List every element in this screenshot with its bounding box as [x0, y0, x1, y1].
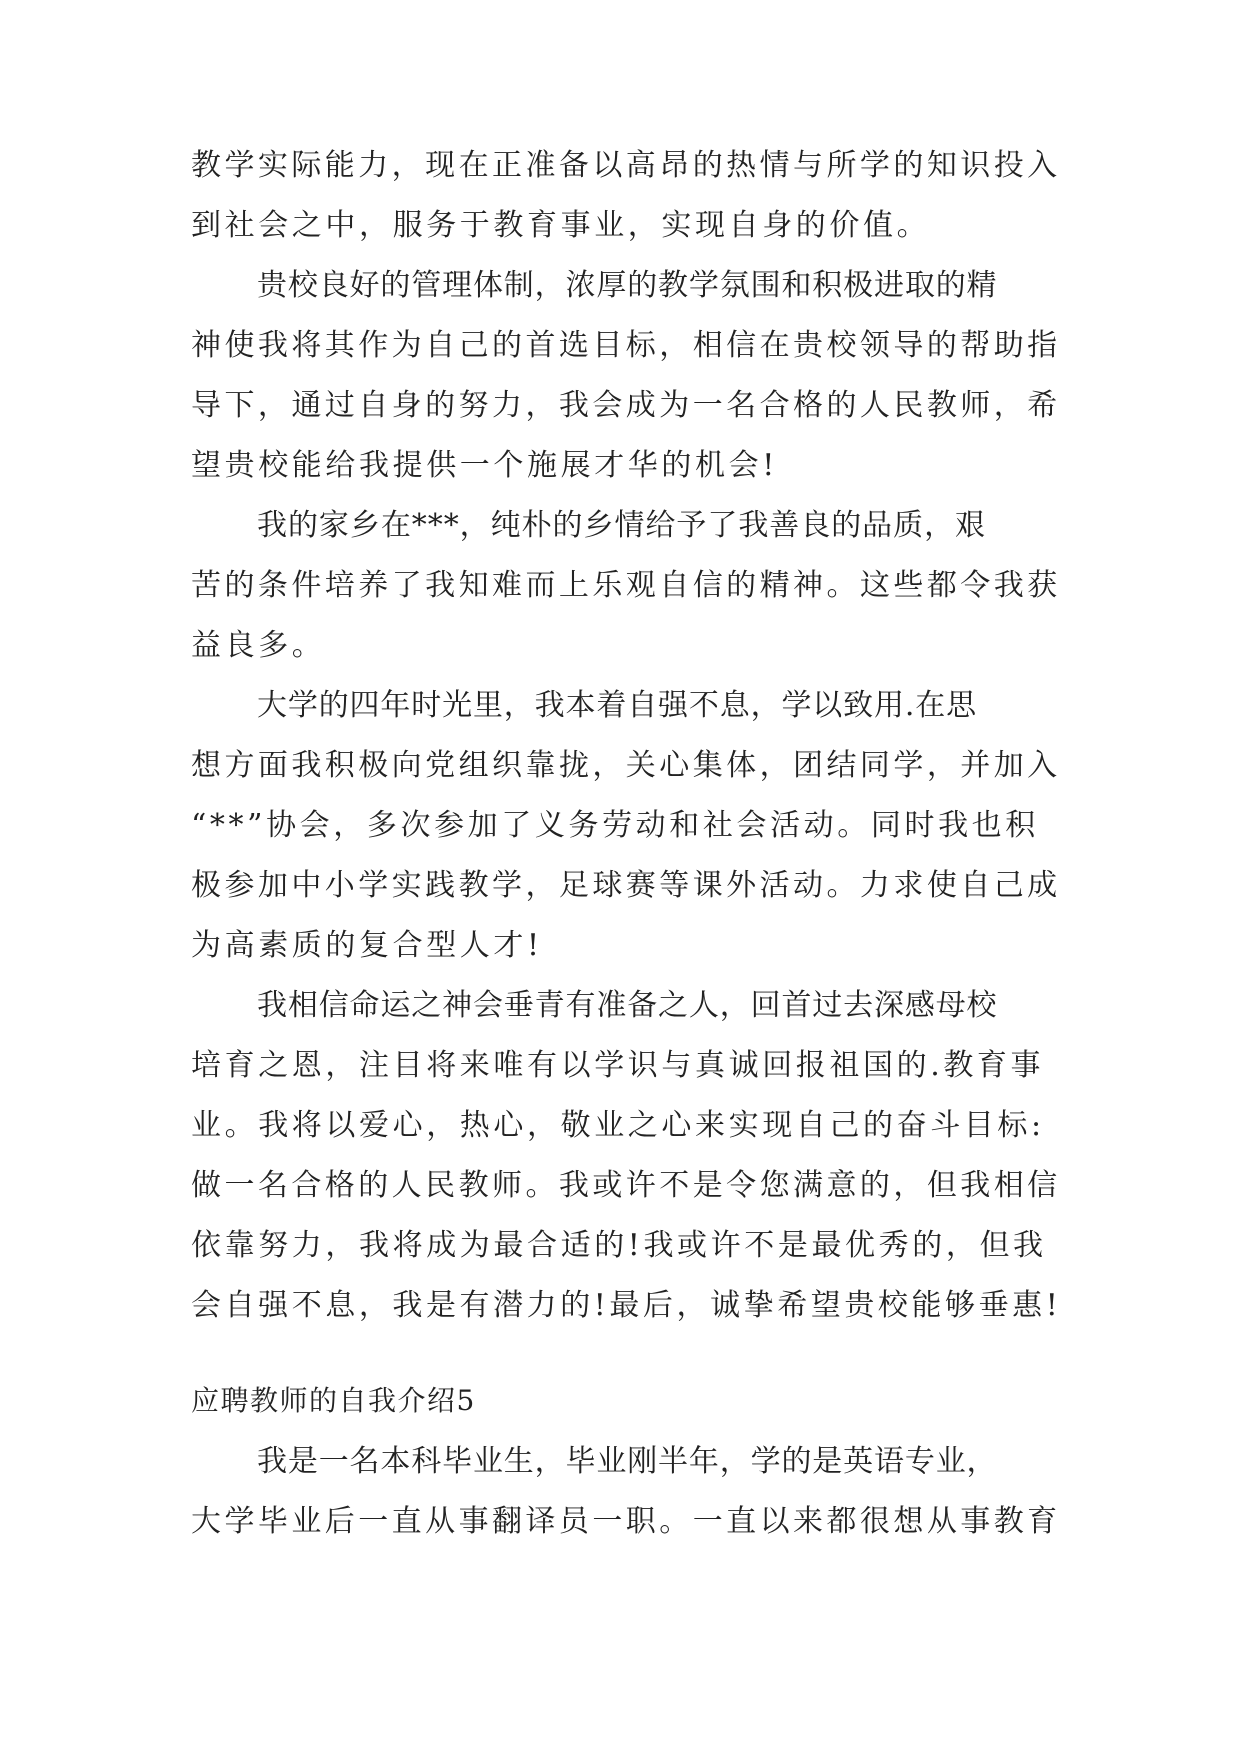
paragraph-4-line-2: 想方面我积极向党组织靠拢，关心集体，团结同学，并加入: [191, 748, 1061, 783]
paragraph-5-line-3: 业。我将以爱心，热心，敬业之心来实现自己的奋斗目标:: [191, 1108, 1045, 1143]
paragraph-2-line-1: 贵校良好的管理体制，浓厚的教学氛围和积极进取的精: [257, 268, 998, 303]
paragraph-4-line-5: 为高素质的复合型人才!: [191, 928, 543, 963]
paragraph-5-line-4: 做一名合格的人民教师。我或许不是令您满意的，但我相信: [191, 1168, 1061, 1203]
paragraph-3-line-2: 苦的条件培养了我知难而上乐观自信的精神。这些都令我获: [191, 568, 1061, 603]
section-paragraph-line-1: 我是一名本科毕业生，毕业刚半年，学的是英语专业，: [257, 1444, 998, 1479]
section-paragraph-line-2: 大学毕业后一直从事翻译员一职。一直以来都很想从事教育: [191, 1504, 1061, 1539]
paragraph-5-line-5: 依靠努力，我将成为最合适的!我或许不是最优秀的，但我: [191, 1228, 1047, 1263]
paragraph-4-line-4: 极参加中小学实践教学，足球赛等课外活动。力求使自己成: [191, 868, 1061, 903]
section-title: 应聘教师的自我介绍5: [191, 1384, 476, 1417]
paragraph-2-line-2: 神使我将其作为自己的首选目标，相信在贵校领导的帮助指: [191, 328, 1061, 363]
paragraph-1-line-1: 教学实际能力，现在正准备以高昂的热情与所学的知识投入: [191, 148, 1061, 183]
paragraph-5-line-2: 培育之恩，注目将来唯有以学识与真诚回报祖国的.教育事: [191, 1048, 1045, 1083]
paragraph-4-line-3: “**”协会，多次参加了义务劳动和社会活动。同时我也积: [191, 808, 1039, 843]
paragraph-3-line-3: 益良多。: [191, 628, 326, 663]
paragraph-3-line-1: 我的家乡在***，纯朴的乡情给予了我善良的品质，艰: [257, 508, 986, 543]
paragraph-2-line-3: 导下，通过自身的努力，我会成为一名合格的人民教师，希: [191, 388, 1061, 423]
paragraph-1-line-2: 到社会之中，服务于教育事业，实现自身的价值。: [191, 208, 931, 243]
paragraph-5-line-1: 我相信命运之神会垂青有准备之人，回首过去深感母校: [257, 988, 998, 1023]
paragraph-2-line-4: 望贵校能给我提供一个施展才华的机会!: [191, 448, 778, 483]
paragraph-4-line-1: 大学的四年时光里，我本着自强不息，学以致用.在思: [257, 688, 977, 723]
paragraph-5-line-6: 会自强不息，我是有潜力的!最后，诚挚希望贵校能够垂惠!: [191, 1288, 1062, 1323]
